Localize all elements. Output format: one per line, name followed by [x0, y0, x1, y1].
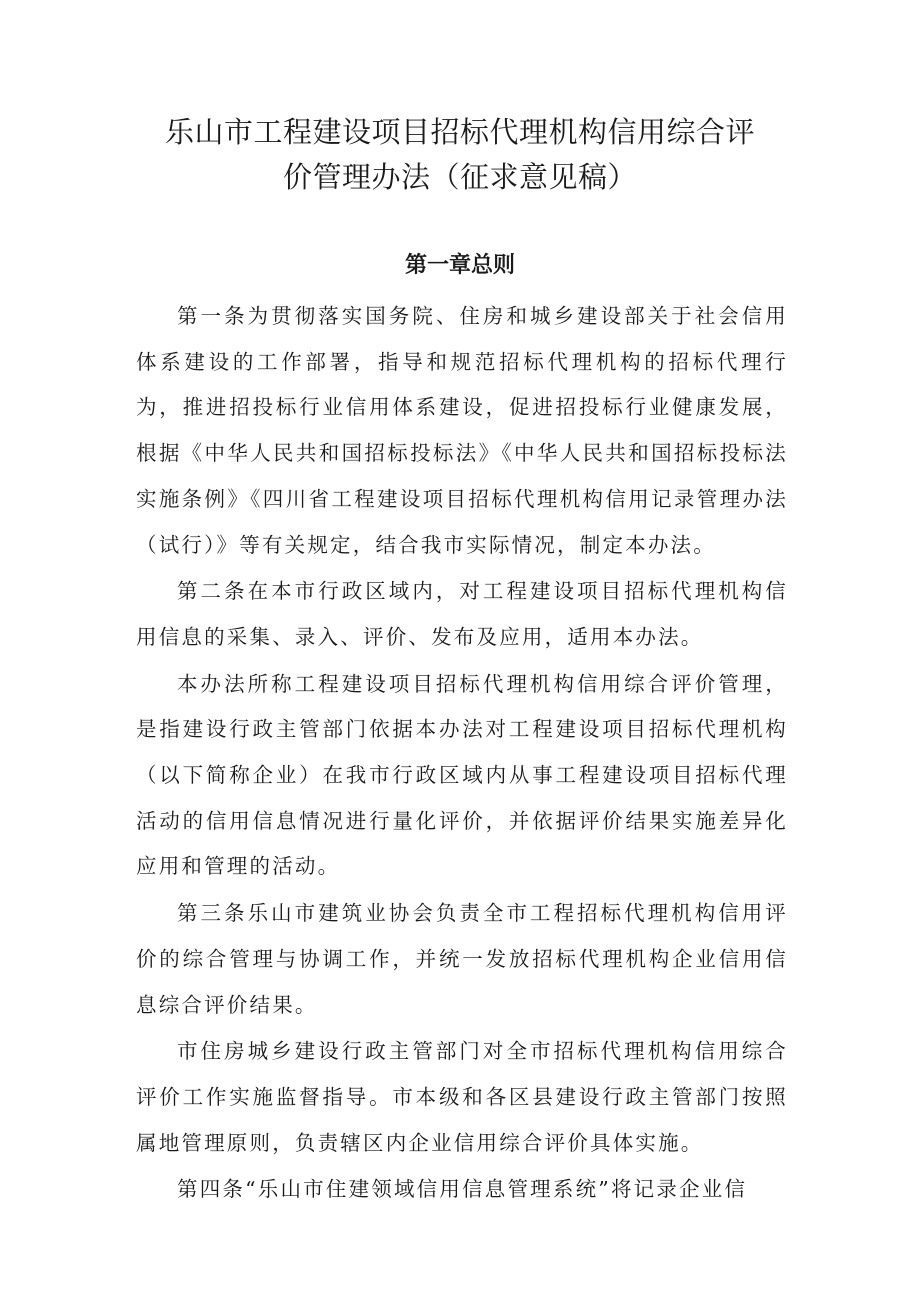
paragraph-supervision: 市住房城乡建设行政主管部门对全市招标代理机构信用综合评价工作实施监督指导。市本级和各区县建设行政主管部门按照属地管理原则，负责辖区内企业信用综合评价具体实施。	[136, 1039, 788, 1155]
document-title-line-1: 乐山市工程建设项目招标代理机构信用综合评	[164, 115, 755, 149]
paragraph-article-2: 第二条在本市行政区域内，对工程建设项目招标代理机构信用信息的采集、录入、评价、发布及应用，适用本办法。	[136, 579, 788, 649]
paragraph-article-3: 第三条乐山市建筑业协会负责全市工程招标代理机构信用评价的综合管理与协调工作，并统一发放招标代理机构企业信用信息综合评价结果。	[136, 901, 788, 1017]
paragraph-definition: 本办法所称工程建设项目招标代理机构信用综合评价管理，是指建设行政主管部门依据本办法对工程建设项目招标代理机构（以下简称企业）在我市行政区域内从事工程建设项目招标代理活动的信用信息情况进行量化评价，并依据评价结果实施差异化应用和管理的活动。	[136, 671, 788, 879]
document-body	[136, 294, 788, 1214]
paragraph-article-1: 第一条为贯彻落实国务院、住房和城乡建设部关于社会信用体系建设的工作部署，指导和规范招标代理机构的招标代理行为，推进招投标行业信用体系建设，促进招投标行业健康发展，根据《中华人民共和国招标投标法》《中华人民共和国招标投标法实施条例》《四川省工程建设项目招标代理机构信用记录管理办法（试行）》等有关规定，结合我市实际情况，制定本办法。	[136, 304, 788, 557]
document-title-line-2: 价管理办法（征求意见稿）	[282, 160, 637, 194]
paragraph-article-4: 第四条“乐山市住建领域信用信息管理系统”将记录企业信	[177, 1177, 748, 1202]
chapter-heading: 第一章总则	[404, 253, 515, 278]
